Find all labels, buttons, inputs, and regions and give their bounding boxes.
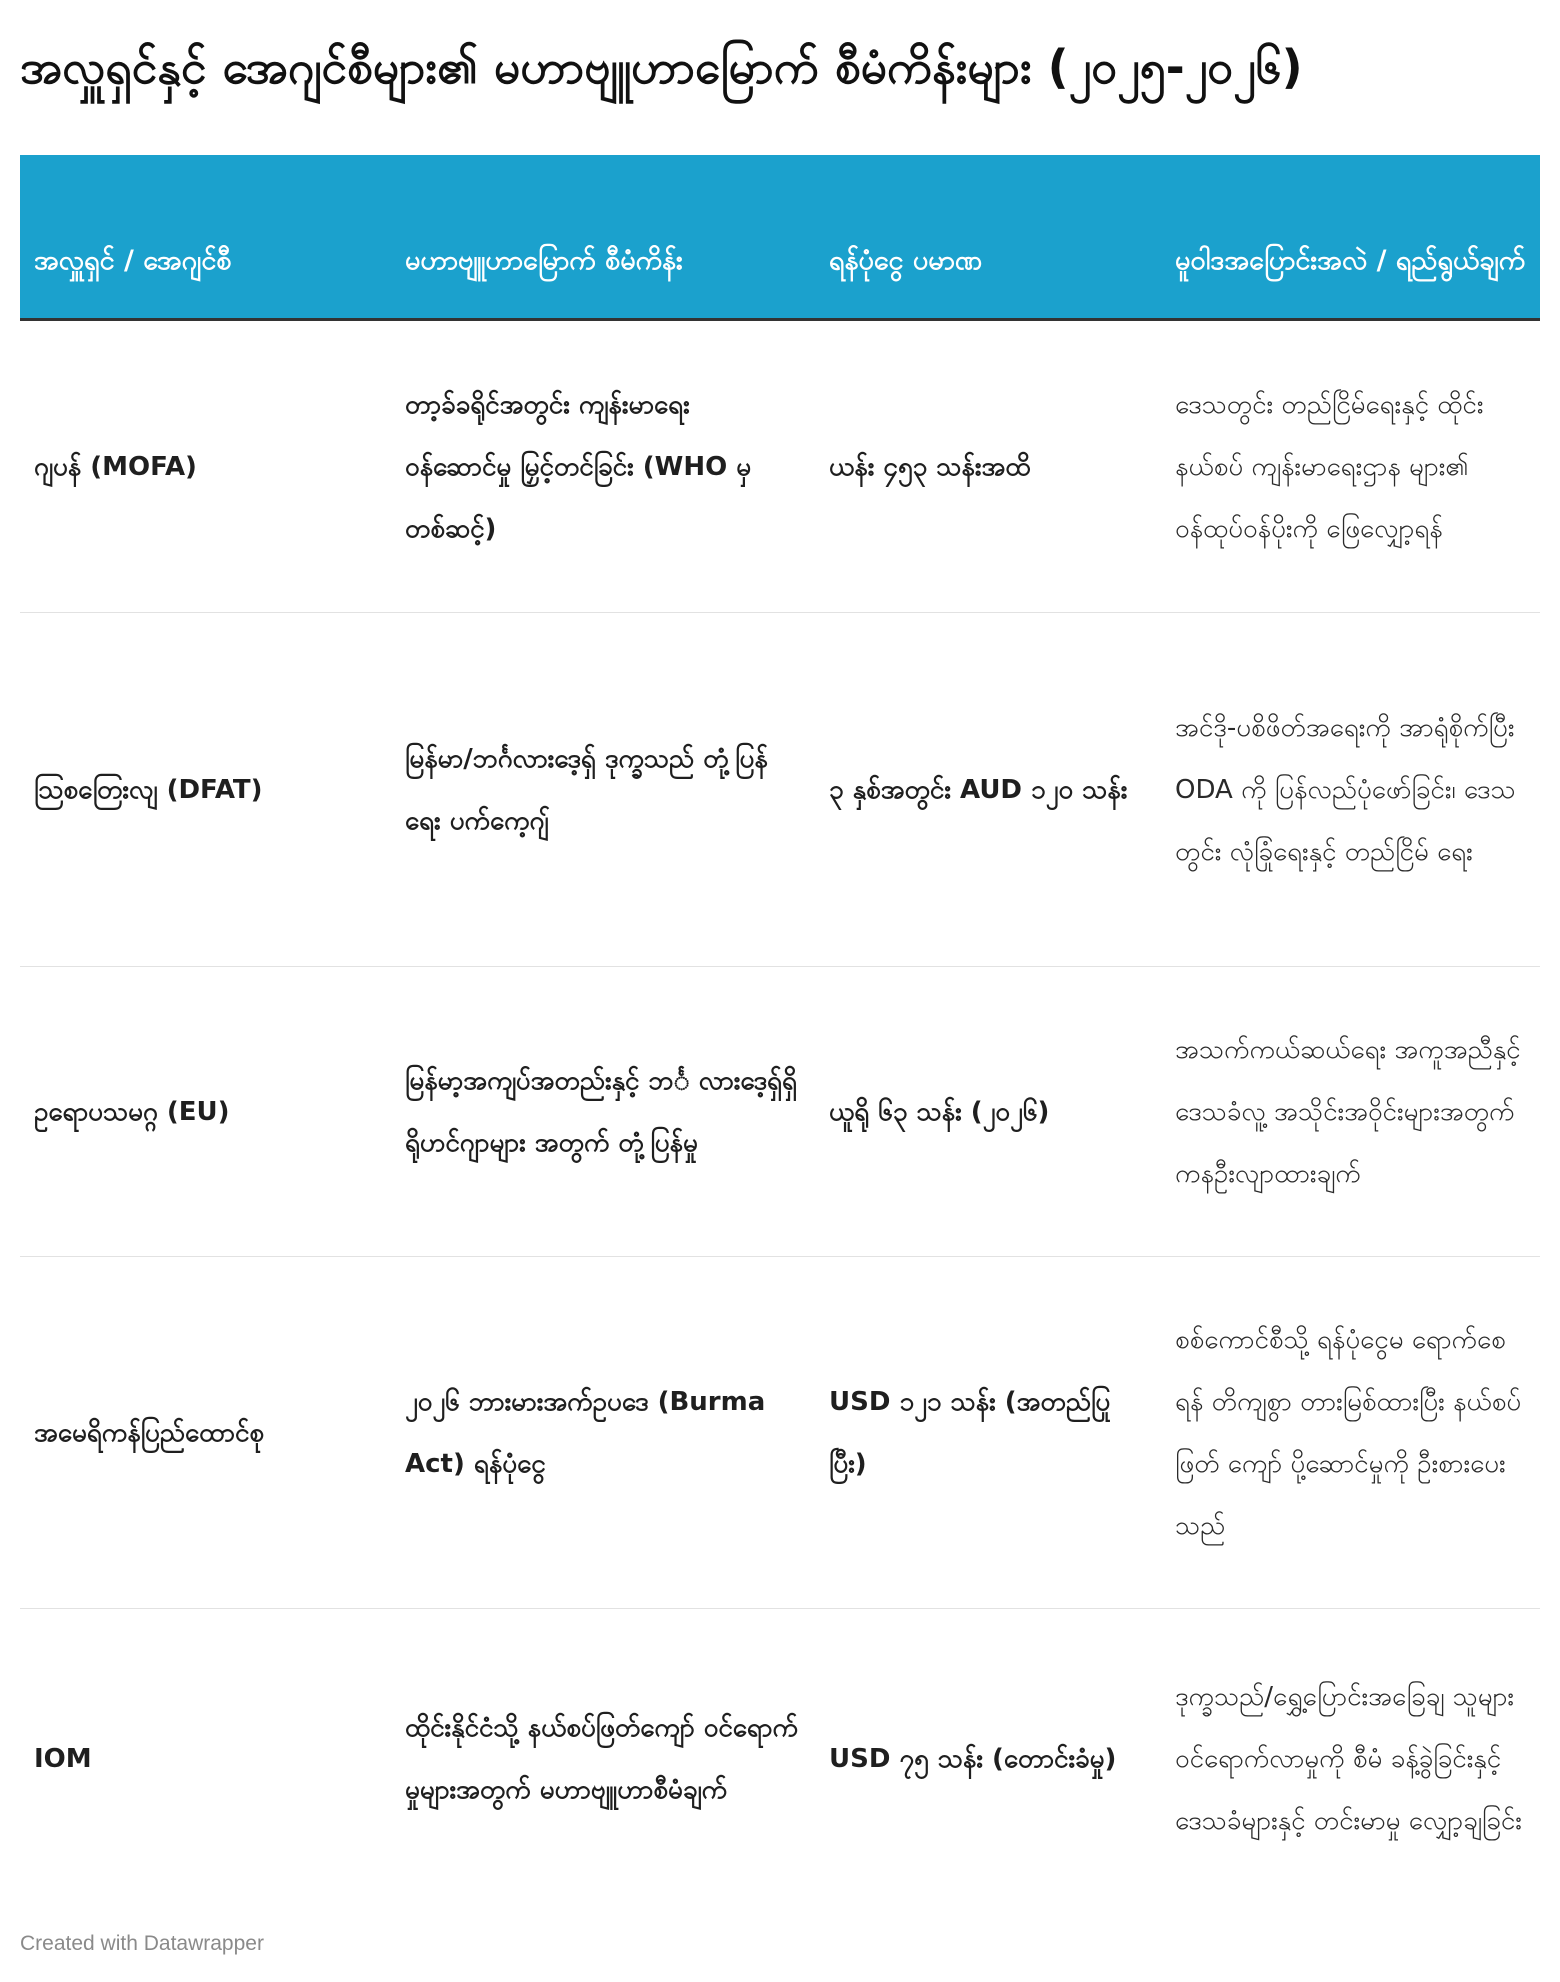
cell-funding: USD ၇၅ သန်း (တောင်းခံမှု) — [829, 1744, 1117, 1774]
cell-project: ထိုင်းနိုင်ငံသို့ နယ်စပ်ဖြတ်ကျော် ဝင်ရောက်မှုများအတွက် မဟာဗျူဟာစီမံချက် — [405, 1713, 798, 1805]
cell-donor: ဂျပန် (MOFA) — [34, 451, 197, 482]
table-row — [20, 613, 1540, 967]
column-header-funding[interactable] — [815, 155, 1161, 318]
cell-policy: စစ်ကောင်စီသို့ ရန်ပုံငွေမ ရောက်စေရန် တိကျစွာ တားမြစ်ထားပြီး နယ်စပ်ဖြတ် ကျော် ပို့ဆောင်မှုကို ဦးစားပေး သည် — [1175, 1324, 1522, 1541]
table-row — [20, 321, 1540, 613]
cell-funding: USD ၁၂၁ သန်း (အတည်ပြုပြီး) — [829, 1386, 1111, 1479]
column-header-label: အလှူရှင် / အေဂျင်စီ — [34, 245, 232, 276]
cell-project: ၂၀၂၆ ဘားမားအက်ဥပဒေ (Burma Act) ရန်ပုံငွေ — [405, 1386, 766, 1479]
table-row — [20, 1609, 1540, 1909]
cell-donor: ဥရောပသမဂ္ဂ (EU) — [34, 1096, 230, 1127]
column-header-donor[interactable] — [20, 155, 391, 318]
strategy-table — [20, 155, 1540, 1909]
cell-donor: အမေရိကန်ပြည်ထောင်စု — [34, 1417, 264, 1448]
cell-funding: ၃ နှစ်အတွင်း AUD ၁၂၀ သန်း — [829, 774, 1128, 805]
cell-donor: IOM — [34, 1744, 92, 1774]
cell-policy: ဒုက္ခသည်/ရွှေ့ပြောင်းအခြေချ သူများ ဝင်ရောက်လာမှုကို စီမံ ခန့်ခွဲခြင်းနှင့် ဒေသခံများနှင့် တင်းမာမှု လျှော့ချခြင်း — [1175, 1682, 1522, 1836]
cell-funding: ယန်း ၄၅၃ သန်းအထိ — [829, 451, 1031, 482]
cell-policy: အင်ဒို-ပစိဖိတ်အရေးကို အာရုံစိုက်ပြီး ODA ကို ပြန်လည်ပုံဖော်ခြင်း၊ ဒေသ တွင်း လုံခြုံရေးနှင့် တည်ငြိမ် ရေး — [1175, 712, 1516, 867]
column-header-label: ရန်ပုံငွေ ပမာဏ — [829, 245, 983, 276]
cell-policy: ဒေသတွင်း တည်ငြိမ်ရေးနှင့် ထိုင်းနယ်စပ် ကျန်းမာရေးဌာန များ၏ ဝန်ထုပ်ဝန်ပိုးကို ဖြေလျှော့ရန် — [1175, 389, 1484, 544]
cell-project: တာ့ခ်ခရိုင်အတွင်း ကျန်းမာရေး ဝန်ဆောင်မှု မြှင့်တင်ခြင်း (WHO မှတစ်ဆင့်) — [405, 389, 752, 544]
column-header-policy[interactable] — [1161, 155, 1540, 318]
table-row — [20, 967, 1540, 1257]
cell-funding: ယူရို ၆၃ သန်း (၂၀၂၆) — [829, 1096, 1050, 1127]
datawrapper-credit[interactable]: Created with Datawrapper — [20, 1932, 264, 1955]
cell-policy: အသက်ကယ်ဆယ်ရေး အကူအညီနှင့် ဒေသခံလူ့ အသိုင်းအဝိုင်းများအတွက် ကနဦးလျာထားချက် — [1175, 1034, 1521, 1189]
column-header-project[interactable] — [391, 155, 815, 318]
cell-donor: သြစတြေးလျ (DFAT) — [34, 774, 263, 805]
cell-project: မြန်မာ/ဘင်္ဂလားဒေ့ရှ် ဒုက္ခသည် တုံ့ပြန်ရေး ပက်ကေ့ဂျ် — [405, 743, 768, 836]
table-header-row — [20, 155, 1540, 321]
table-row — [20, 1257, 1540, 1609]
page-title: အလှူရှင်နှင့် အေဂျင်စီများ၏ မဟာဗျူဟာမြောက် စီမံကိန်းများ (၂၀၂၅-၂၀၂၆) — [20, 40, 1303, 94]
column-header-label: မဟာဗျူဟာမြောက် စီမံကိန်း — [405, 245, 683, 276]
cell-project: မြန်မာ့အကျပ်အတည်းနှင့် ဘင်္ လားဒေ့ရှ်ရှိ ရိုဟင်ဂျာများ အတွက် တုံ့ပြန်မှု — [405, 1065, 797, 1158]
column-header-label: မူဝါဒအပြောင်းအလဲ / ရည်ရွယ်ချက် — [1175, 245, 1526, 276]
